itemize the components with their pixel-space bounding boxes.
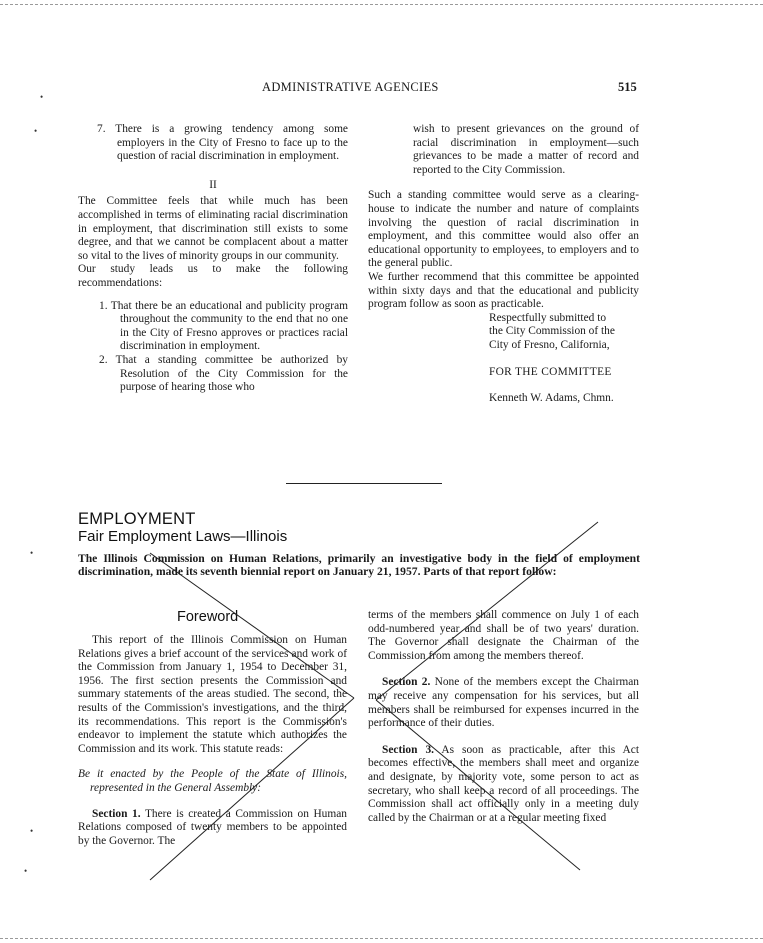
page-number: 515 bbox=[618, 80, 637, 94]
paragraph: The Committee feels that while much has been accomplished in terms of eliminating racial discrimination in employment, that discrimination still exists to some degree, and that we cannot be complacent about a matter so vital to the lives of minority groups in our community. bbox=[78, 195, 348, 262]
running-head: ADMINISTRATIVE AGENCIES bbox=[262, 80, 439, 94]
item-number: 2. bbox=[99, 353, 108, 366]
continuation-text: wish to present grievances on the ground of racial discrimination in employment—such grievances to be made a matter of record and reported to the City Commission. bbox=[413, 123, 639, 176]
closing-line: City of Fresno, California, bbox=[489, 338, 610, 351]
pen-stroke bbox=[376, 522, 598, 700]
item-text: That a standing committee be authorized by Resolution of the City Commission for the purpose of hearing those who bbox=[115, 353, 348, 394]
paragraph: We further recommend that this committee be appointed within sixty days and that the educational and publicity program follow as soon as practicable. bbox=[368, 270, 639, 311]
section-label: Section 3. bbox=[382, 743, 434, 756]
closing-line: the City Commission of the bbox=[489, 325, 615, 338]
signature: Kenneth W. Adams, Chmn. bbox=[489, 392, 614, 405]
margin-speck: • bbox=[30, 826, 34, 836]
margin-speck: • bbox=[34, 126, 38, 136]
paragraph: Our study leads us to make the following recommendations: bbox=[78, 263, 348, 289]
pen-stroke bbox=[150, 698, 354, 880]
enacting-clause: Be it enacted by the People of the State of Illinois, represented in the General Assembly: bbox=[78, 768, 347, 794]
margin-speck: • bbox=[30, 548, 34, 558]
margin-speck: • bbox=[24, 866, 28, 876]
section-text: As soon as practicable, after this Act becomes effective, the members shall meet and organize and designate, by majority vote, some person to act as secretary, who shall keep a record of all proceedings. The Commission shall act officially only in a meeting duly called by the Chairman or at a regular meeting fixed bbox=[368, 743, 639, 824]
continuation-text: terms of the members shall commence on July 1 of each odd-numbered year and shall be of two years' duration. The Governor shall designate the Chairman of the Commission from among the members thereof. bbox=[368, 609, 639, 662]
foreword-title: Foreword bbox=[177, 609, 239, 625]
section-subheading: Fair Employment Laws—Illinois bbox=[78, 528, 288, 545]
intro-paragraph: The Illinois Commission on Human Relations, primarily an investigative body in the field of employment discrimination, made its seventh biennial report on January 21, 1957. Parts of that report follow: bbox=[78, 552, 640, 579]
paragraph: This report of the Illinois Commission on Human Relations gives a brief account of the services and work of the Commission from January 1, 1954 to December 31, 1956. The first section presents the Commission and summary statements of the areas studied. The second, the results of the Commission's investigations, and the third, its recommendations. This report is the Commission's endeavor to implement the statute which authorizes the Commission and its work. This statute reads: bbox=[78, 634, 347, 755]
section-label: Section 1. bbox=[92, 807, 141, 820]
paragraph: Such a standing committee would serve as a clearing-house to indicate the number and nature of complaints involving the question of racial discrimination in employment, and this committee would also offer an educational opportunity to employees, to employers and to the general public. bbox=[368, 189, 639, 270]
item-number: 1. bbox=[99, 299, 108, 312]
section-label: Section 2. bbox=[382, 676, 431, 689]
section-text: None of the members except the Chairman may receive any compensation for his services, but all members shall be reimbursed for expenses incurred in the performance of their duties. bbox=[368, 676, 639, 730]
section-heading: EMPLOYMENT bbox=[78, 510, 196, 528]
item-text: There is a growing tendency among some employers in the City of Fresno to face up to the question of racial discrimination in employment. bbox=[115, 123, 348, 163]
section-text: There is created a Commission on Human Relations composed of twenty members to be appointed by the Governor. The bbox=[78, 807, 347, 847]
section-numeral: II bbox=[209, 178, 217, 191]
pen-stroke bbox=[150, 553, 354, 698]
committee-line: FOR THE COMMITTEE bbox=[489, 365, 612, 378]
margin-speck: • bbox=[40, 92, 44, 102]
pen-stroke bbox=[376, 700, 580, 870]
item-number: 7. bbox=[97, 123, 106, 135]
item-text: That there be an educational and publicity program throughout the community to the end that no one in the City of Fresno approves or practices racial discrimination in employment. bbox=[110, 299, 348, 353]
closing-line: Respectfully submitted to bbox=[489, 311, 607, 324]
